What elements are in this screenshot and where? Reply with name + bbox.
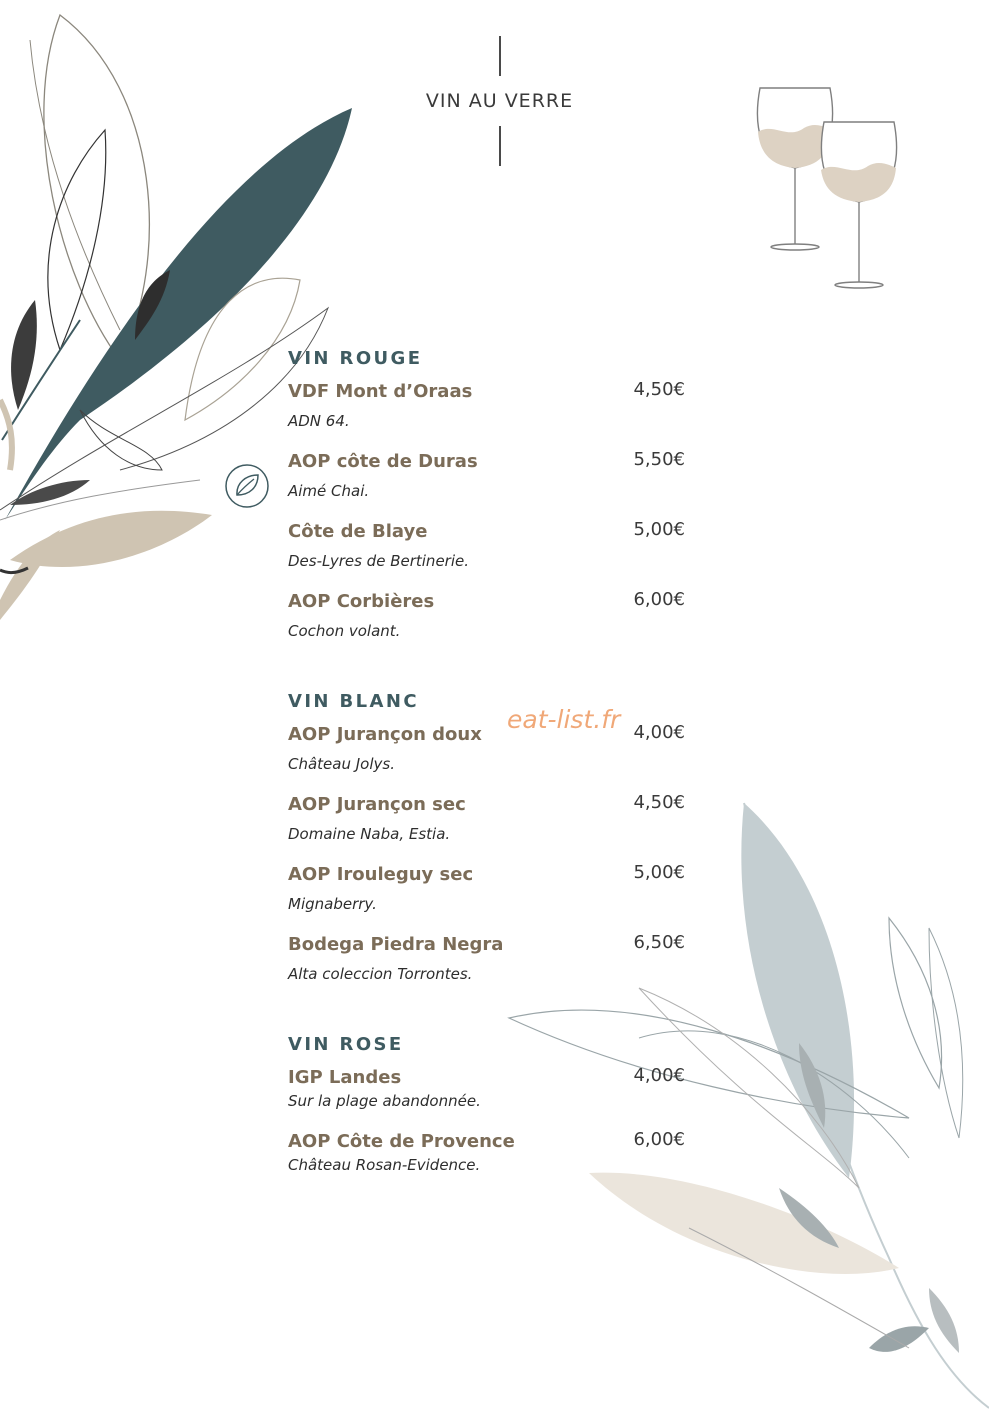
item-price: 5,00€: [633, 519, 685, 540]
item-description: Château Rosan-Evidence.: [288, 1156, 481, 1174]
item-description: Château Jolys.: [288, 755, 395, 773]
menu-item: [288, 1067, 688, 1131]
item-name: AOP Côte de Provence: [288, 1131, 515, 1152]
item-name: AOP Irouleguy sec: [288, 864, 474, 885]
section-vin-blanc: [288, 691, 688, 1004]
menu-item: [288, 521, 688, 591]
watermark: eat-list.fr: [507, 705, 621, 734]
item-price: 4,00€: [633, 1065, 685, 1086]
item-name: VDF Mont d’Oraas: [288, 381, 473, 402]
item-price: 4,00€: [633, 722, 685, 743]
item-description: Mignaberry.: [288, 895, 377, 913]
section-vin-rouge: [288, 348, 688, 661]
item-price: 6,50€: [633, 932, 685, 953]
section-title: VIN ROSE: [288, 1034, 404, 1055]
section-vin-rose: [288, 1034, 688, 1195]
item-name: Côte de Blaye: [288, 521, 428, 542]
wine-menu: [288, 348, 688, 1225]
item-description: Alta coleccion Torrontes.: [288, 965, 473, 983]
header-divider-top: [499, 36, 501, 76]
item-description: ADN 64.: [288, 412, 350, 430]
item-name: Bodega Piedra Negra: [288, 934, 504, 955]
menu-item: [288, 381, 688, 451]
item-price: 4,50€: [633, 379, 685, 400]
item-name: AOP côte de Duras: [288, 451, 478, 472]
item-description: Aimé Chai.: [288, 482, 370, 500]
item-name: IGP Landes: [288, 1067, 402, 1088]
item-description: Sur la plage abandonnée.: [288, 1092, 481, 1110]
item-name: AOP Corbières: [288, 591, 435, 612]
menu-item: [288, 724, 688, 794]
item-price: 6,00€: [633, 1129, 685, 1150]
page-header: [0, 36, 989, 166]
item-price: 5,00€: [633, 862, 685, 883]
page-title: VIN AU VERRE: [425, 90, 574, 112]
header-divider-bottom: [499, 126, 501, 166]
menu-item: [288, 794, 688, 864]
menu-item: [288, 864, 688, 934]
menu-item: [288, 1131, 688, 1195]
item-description: Des-Lyres de Bertinerie.: [288, 552, 470, 570]
menu-item: [288, 591, 688, 661]
item-price: 4,50€: [633, 792, 685, 813]
item-description: Cochon volant.: [288, 622, 401, 640]
item-price: 5,50€: [633, 449, 685, 470]
section-title: VIN ROUGE: [288, 348, 423, 369]
item-name: AOP Jurançon sec: [288, 794, 466, 815]
item-name: AOP Jurançon doux: [288, 724, 482, 745]
section-title: VIN BLANC: [288, 691, 419, 712]
menu-item: [288, 451, 688, 521]
item-price: 6,00€: [633, 589, 685, 610]
leaf-badge-icon: [224, 463, 270, 509]
menu-item: [288, 934, 688, 1004]
item-description: Domaine Naba, Estia.: [288, 825, 451, 843]
